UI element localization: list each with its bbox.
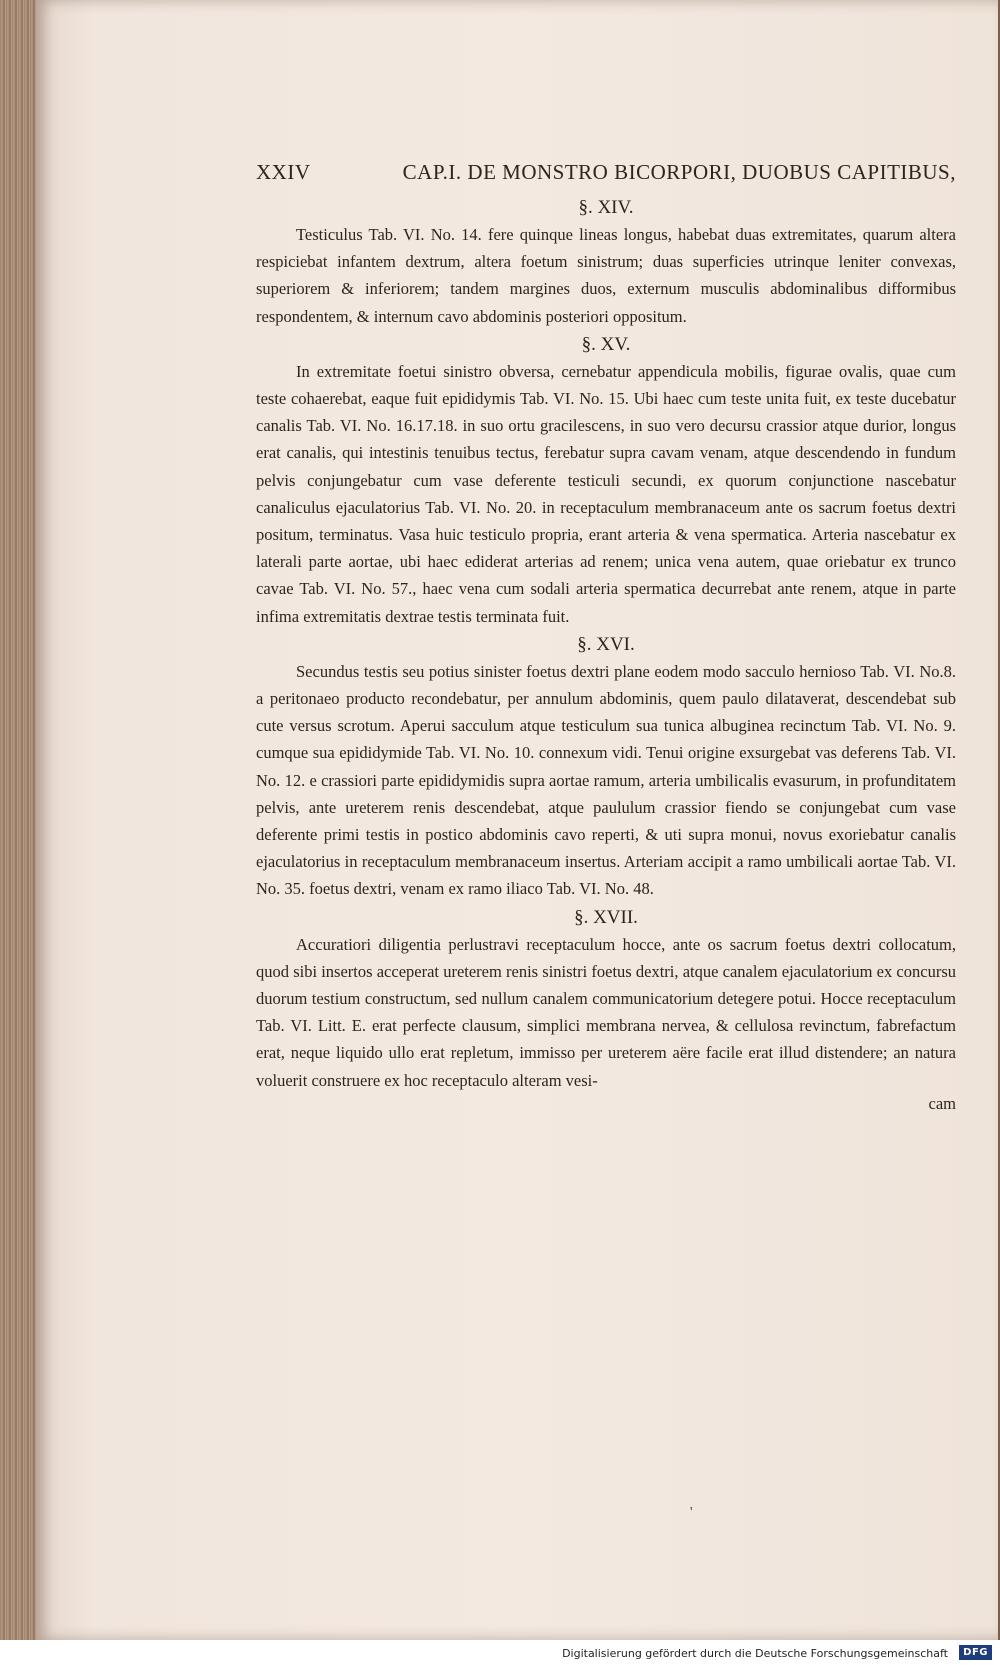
section-heading-xv: §. XV. — [581, 333, 631, 355]
dfg-logo-icon: DFG — [959, 1645, 992, 1660]
section-heading-xvii: §. XVII. — [574, 906, 638, 928]
book-page — [36, 0, 998, 1640]
footer-credit: Digitalisierung gefördert durch die Deutsche Forschungsgemeinschaft — [562, 1647, 948, 1660]
section-paragraph-xvii: Accuratiori diligentia perlustravi receptaculum hocce, ante os sacrum foetus dextri collocatum, quod sibi insertos acceperat ureterem renis sinistri foetus dextri, atque canalem ejaculatorium ex concursu duorum testium constructum, sed nullum canalem communicatorium detegere potui. Hocce receptaculum Tab. VI. Litt. E. erat perfecte clausum, simplici membrana nervea, & cellulosa revinctum, fabrefactum erat, neque liquido ullo erat repletum, immisso per ureterem aëre facile erat illud distendere; an natura voluerit construere ex hoc receptaculo alteram vesi- — [256, 934, 956, 1090]
running-head — [256, 160, 956, 185]
section-heading-xvi: §. XVI. — [577, 633, 635, 655]
section-paragraph-xv: In extremitate foetui sinistro obversa, cernebatur appendicula mobilis, figurae ovalis, quae cum teste cohaerebat, eaque fuit epididymis Tab. VI. No. 15. Ubi haec cum teste unita fuit, ex teste ducebatur canalis Tab. VI. No. 16.17.18. in suo ortu gracilescens, in suo vero decursu crassior atque durior, longus erat canalis, qui intestinis tenuibus tectus, ferebatur supra cavam venam, atque descendendo in fundum pelvis conjungebatur cum vase deferente testiculi secundi, ex quorum conjunctione nascebatur canaliculus ejaculatorius Tab. VI. No. 20. in receptaculum membranaceum ante os sacrum foetus dextri positum, terminatus. Vasa huic testiculo propria, erant arteria & vena spermatica. Arteria nascebatur ex laterali parte aortae, ubi haec ediderat arterias ad renem; unica vena autem, quae oriebatur ex trunco cavae Tab. VI. No. 57., haec vena cum sodali arteria spermatica decurrebat ante renem, atque in parte infima extremitatis dextrae testis terminata fuit. — [256, 361, 956, 626]
page-number: XXIV — [256, 160, 311, 184]
page-text-block — [256, 160, 956, 1114]
footer-bar — [0, 1640, 1000, 1665]
catchword: cam — [928, 1093, 956, 1113]
chapter-title: CAP.I. DE MONSTRO BICORPORI, DUOBUS CAPITIBUS, — [402, 160, 956, 184]
stray-mark: ' — [690, 1505, 693, 1520]
section-paragraph-xvi: Secundus testis seu potius sinister foetus dextri plane eodem modo sacculo hernioso Tab. VI. No.8. a peritonaeo producto recondebatur, per annulum abdominis, quem paulo dilataverat, descendebat sub cute versus scrotum. Aperui sacculum atque testiculum sua tunica albuginea recinctum Tab. VI. No. 9. cumque sua epididymide Tab. VI. No. 10. connexum vidi. Tenui origine exsurgebat vas deferens Tab. VI. No. 12. e crassiori parte epididymidis supra aortae ramum, arteria umbilicalis evasurum, in profunditatem pelvis, ante ureterem renis descendebat, atque paululum crassior fiendo se conjungebat cum vase deferente primi testis in postico abdominis cavo reperti, & uti supra monui, novus exoriebatur canalis ejaculatorius in receptaculum membranaceum insertus. Arteriam accipit a ramo umbilicali aortae Tab. VI. No. 35. foetus dextri, venam ex ramo iliaco Tab. VI. No. 48. — [256, 661, 956, 899]
section-heading-xiv: §. XIV. — [578, 197, 634, 218]
section-paragraph-xiv: Testiculus Tab. VI. No. 14. fere quinque lineas longus, habebat duas extremitates, quarum altera respiciebat infantem dextrum, altera foetum sinistrum; duas superficies utrinque leniter convexas, superiorem & inferiorem; tandem margines duos, externum musculis abdominalibus difformibus respondentem, & internum cavo abdominis posteriori oppositum. — [256, 225, 956, 326]
